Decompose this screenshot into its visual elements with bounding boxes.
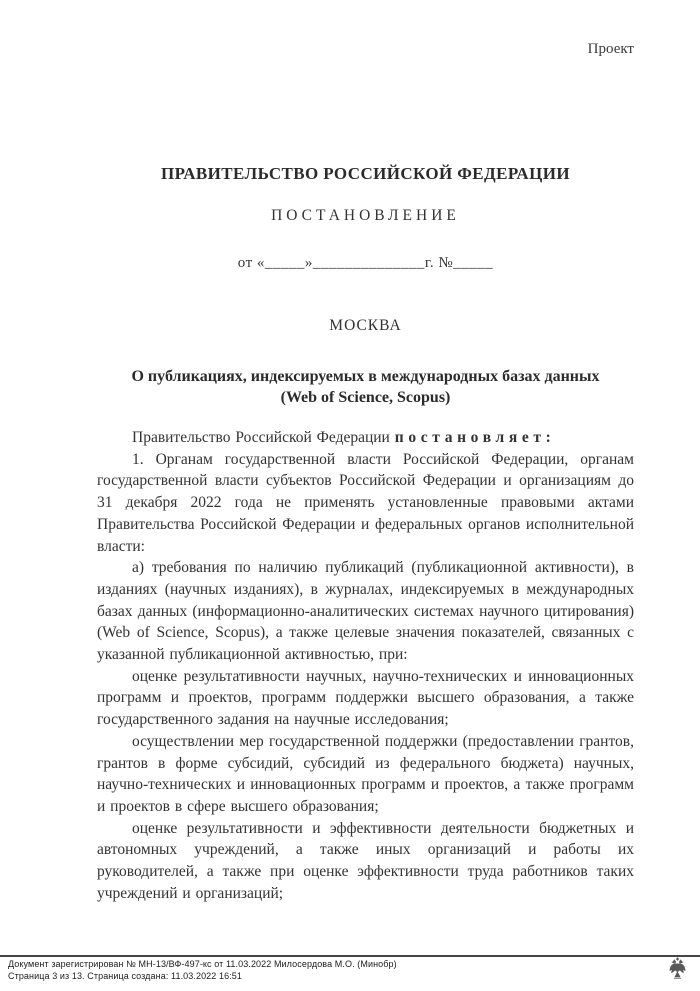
intro-text: Правительство Российской Федерации bbox=[132, 429, 395, 446]
decree-type-heading: ПОСТАНОВЛЕНИЕ bbox=[271, 207, 460, 224]
draft-label: Проект bbox=[587, 41, 634, 57]
subject-heading bbox=[97, 366, 634, 408]
registration-line: Документ зарегистрирован № МН-13/ВФ-497-кс от 11.03.2022 Милосердова М.О. (Минобр) bbox=[8, 959, 397, 969]
paragraph-item-a: а) требования по наличию публикаций (публикационной активности), в изданиях (научных изданиях), в журналах, индексируемых в международных базах данных (информационно-аналитических системах научного цитирования) (Web of Science, Scopus), а также целевые значения показателей, связанных с указанной публикационной активностью, при: bbox=[97, 559, 634, 664]
footer-divider bbox=[0, 955, 700, 957]
paragraph-item-1: 1. Органам государственной власти Российской Федерации, органам государственной власти субъектов Российской Федерации и организациям до 31 декабря 2022 года не применять установленные правовыми актами Правительства Российской Федерации и федеральных органов исполнительной власти: bbox=[97, 450, 634, 555]
subject-heading-line2: (Web of Science, Scopus) bbox=[280, 389, 451, 406]
paragraph-state-support: осуществлении мер государственной поддержки (предоставлении грантов, грантов в форме субсидий, субсидий из федерального бюджета) научных, научно-технических и инновационных программ и проектов, а также программ и проектов в сфере высшего образования; bbox=[97, 732, 634, 815]
coat-of-arms-icon bbox=[668, 957, 687, 979]
document-content bbox=[97, 0, 634, 904]
subject-heading-line1: О публикациях, индексируемых в международных базах данных bbox=[131, 368, 600, 385]
government-title: ПРАВИТЕЛЬСТВО РОССИЙСКОЙ ФЕДЕРАЦИИ bbox=[161, 164, 570, 183]
registration-footer bbox=[8, 959, 397, 982]
date-number-blank-line: от «_____»______________г. №_____ bbox=[237, 255, 494, 271]
page-info-line: Страница 3 из 13. Страница создана: 11.03.2022 16:51 bbox=[8, 970, 243, 981]
paragraph-assessment-programs: оценке результативности научных, научно-технических и инновационных программ и проектов, программ поддержки высшего образования, а также государственного задания на научные исследования; bbox=[97, 667, 634, 729]
paragraph-intro bbox=[97, 427, 634, 449]
document-body bbox=[97, 427, 634, 904]
city-label: МОСКВА bbox=[329, 317, 402, 334]
decree-verb-emphasis: постановляет: bbox=[394, 429, 556, 446]
paragraph-institutions-effectiveness: оценке результативности и эффективности деятельности бюджетных и автономных учреждений, а также иных организаций и работы их руководителей, а также при оценке эффективности труда работников таких учреждений и организаций; bbox=[97, 819, 634, 902]
